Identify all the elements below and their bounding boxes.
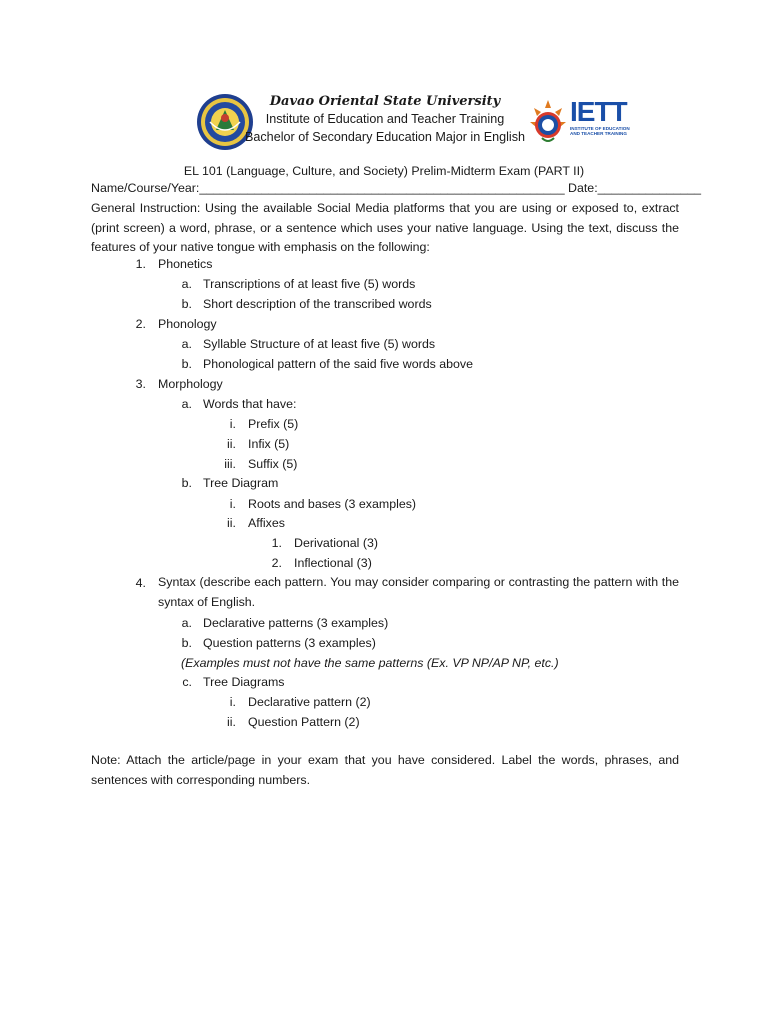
item-number: ii. [227, 437, 236, 451]
item-text: Syllable Structure of at least five (5) words [203, 337, 436, 351]
item-number: a. [181, 277, 192, 291]
item-text: Suffix (5) [248, 457, 298, 471]
letterhead-text [240, 93, 530, 146]
item-text: Affixes [248, 516, 285, 530]
item-number: i. [229, 417, 236, 431]
item-number: 4. [135, 576, 146, 590]
item-number: b. [181, 636, 192, 650]
institute-seal-icon [528, 98, 568, 146]
item-text: Declarative pattern (2) [248, 695, 371, 709]
item-number: 2. [135, 317, 146, 331]
institute-name: Institute of Education and Teacher Training [265, 112, 505, 126]
item-number: i. [229, 497, 236, 511]
item-number: c. [182, 675, 192, 689]
iett-subtitle-2: AND TEACHER TRAINING [570, 131, 627, 137]
iett-logo [570, 98, 630, 144]
item-text: Question patterns (3 examples) [203, 636, 376, 650]
general-instruction: General Instruction: Using the available Social Media platforms that you are using or exposed to, extract (print screen) a word, phrase, or a sentence which uses your native language. Using the text, discuss the features of your native tongue with emphasis on the following: [91, 201, 679, 254]
item-text: Tree Diagrams [203, 675, 285, 689]
item-text: Prefix (5) [248, 417, 299, 431]
item-number: a. [181, 337, 192, 351]
item-number: ii. [227, 516, 236, 530]
item-text: Roots and bases (3 examples) [248, 497, 417, 511]
item-text: Words that have: [203, 397, 297, 411]
item-number: 2. [271, 556, 282, 570]
item-number: 1. [271, 536, 282, 550]
item-text: Morphology [158, 377, 223, 391]
item-text: Question Pattern (2) [248, 715, 360, 729]
item-number: b. [181, 357, 192, 371]
item-text: Derivational (3) [294, 536, 379, 550]
program-name: Bachelor of Secondary Education Major in English [244, 130, 526, 144]
iett-acronym: IETT [570, 96, 627, 127]
syntax-note: (Examples must not have the same patterns (Ex. VP NP/AP NP, etc.) [181, 656, 559, 670]
name-date-line: Name/Course/Year:_____________________________________________________ Date:_______________ [91, 181, 702, 195]
university-name: Davao Oriental State University [269, 94, 501, 109]
item-number: ii. [227, 715, 236, 729]
item-text: Declarative patterns (3 examples) [203, 616, 389, 630]
exam-title: EL 101 (Language, Culture, and Society) Prelim-Midterm Exam (PART II) [183, 164, 585, 178]
item-text: Tree Diagram [203, 476, 279, 490]
item-number: 3. [135, 377, 146, 391]
syntax-text: Syntax (describe each pattern. You may consider comparing or contrasting the pattern with the syntax of English. [158, 575, 679, 609]
item-text: Short description of the transcribed words [203, 297, 432, 311]
item-number: 1. [135, 257, 146, 271]
item-text: Phonology [158, 317, 217, 331]
item-number: iii. [224, 457, 236, 471]
item-number: b. [181, 476, 192, 490]
item-number: a. [181, 397, 192, 411]
item-text: Inflectional (3) [294, 556, 372, 570]
item-number: i. [229, 695, 236, 709]
letterhead [0, 92, 768, 152]
exam-note: Note: Attach the article/page in your exam that you have considered. Label the words, phrases, and sentences with corresponding numbers. [91, 753, 679, 787]
item-number: a. [181, 616, 192, 630]
item-text: Infix (5) [248, 437, 290, 451]
item-text: Phonetics [158, 257, 213, 271]
item-number: b. [181, 297, 192, 311]
iett-subtitle-1: INSTITUTE OF EDUCATION [570, 126, 630, 131]
item-text: Phonological pattern of the said five words above [203, 357, 474, 371]
item-text: Transcriptions of at least five (5) words [203, 277, 416, 291]
